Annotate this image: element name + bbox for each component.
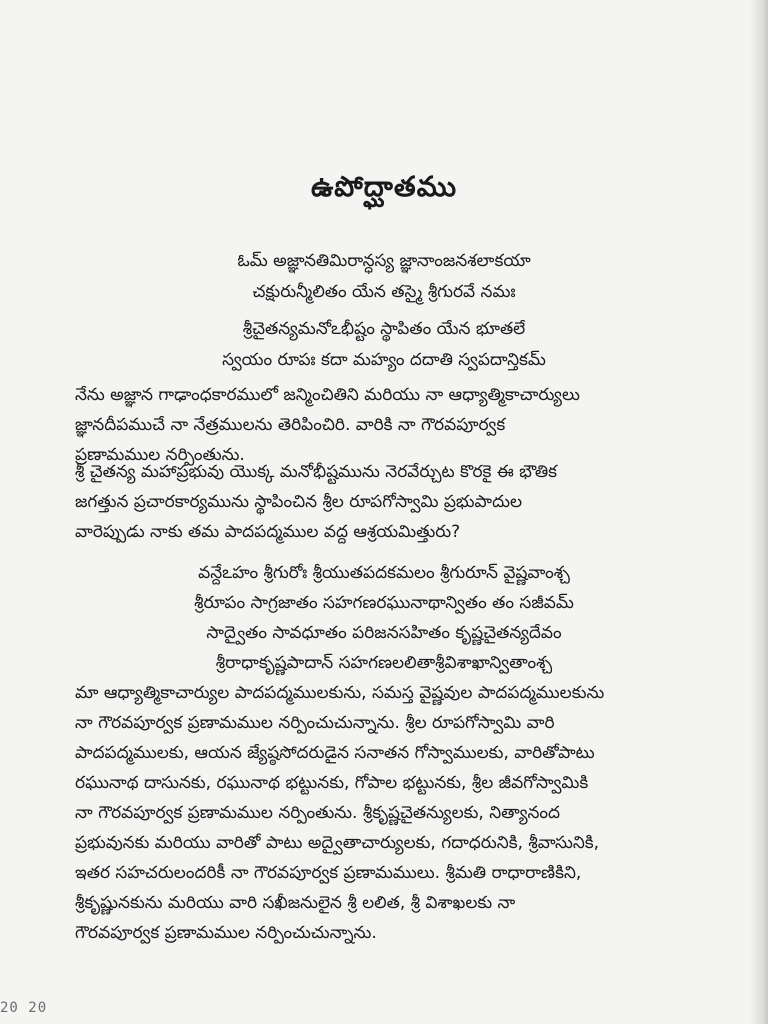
verse-line: ఓమ్ అజ్ఞానతిమిరాన్ధస్య జ్ఞానాంజనశలాకయా xyxy=(237,251,531,271)
verse-line: సాద్వైతం సావధూతం పరిజనసహితం కృష్ణచైతన్యదేవం xyxy=(206,623,562,643)
verse-line: శ్రీరూపం సాగ్రజాతం సహగణరఘునాథాన్వితం తం సజీవమ్ xyxy=(194,593,574,613)
paragraph-line: రఘునాథ దాసునకు, రఘునాథ భట్టునకు, గోపాల భట్టునకు, శ్రీల జీవగోస్వామికి xyxy=(75,773,589,793)
page-edge-shadow xyxy=(750,0,768,1024)
paragraph-line: జగత్తున ప్రచారకార్యమును స్థాపించిన శ్రీల రూపగోస్వామి ప్రభుపాదుల xyxy=(75,492,523,512)
invocation-verse-1 xyxy=(0,246,768,308)
paragraph-line: పాదపద్మములకు, ఆయన జ్యేష్ఠసోదరుడైన సనాతన గోస్వాములకు, వారితోపాటు xyxy=(75,743,595,763)
page-title: ఉపోద్ఘాతము xyxy=(310,170,458,203)
paragraph-line: ఇతర సహచరులందరికీ నా గౌరవపూర్వక ప్రణామములు. శ్రీమతి రాధారాణికిని, xyxy=(75,863,582,883)
paragraph-line: గౌరవపూర్వక ప్రణామముల నర్పించుచున్నాను. xyxy=(75,923,377,943)
invocation-verse-2 xyxy=(0,314,768,376)
paragraph-2 xyxy=(75,457,695,547)
paragraph-line: వారెప్పుడు నాకు తమ పాదపద్మముల వద్ద ఆశ్రయమిత్తురు? xyxy=(75,522,461,542)
invocation-verse-3 xyxy=(0,558,768,678)
verse-line: వన్దేఽహం శ్రీగురోః శ్రీయుతపదకమలం శ్రీగురూన్ వైష్ణవాంశ్చ xyxy=(198,563,570,583)
paragraph-line: జ్ఞానదీపముచే నా నేత్రములను తెరిపించిరి. వారికి నా గౌరవపూర్వక xyxy=(75,415,506,435)
paragraph-line: నేను అజ్ఞాన గాఢాంధకారములో జన్మించితిని మరియు నా ఆధ్యాత్మికాచార్యులు xyxy=(75,385,580,405)
scan-timestamp-mark: 20 20 xyxy=(0,1000,48,1016)
verse-line: చక్షురున్మీలితం యేన తస్మై శ్రీగురవే నమః xyxy=(252,282,516,302)
verse-line: శ్రీచైతన్యమనోఽభీష్టం స్థాపితం యేన భూతలే xyxy=(242,319,526,339)
paragraph-line: ప్రణామముల నర్పింతును. xyxy=(75,445,245,465)
paragraph-line: శ్రీ చైతన్య మహాప్రభువు యొక్క మనోభీష్టమును నెరవేర్చుట కొరకై ఈ భౌతిక xyxy=(75,462,558,482)
paragraph-line: నా గౌరవపూర్వక ప్రణామముల నర్పించుచున్నాను. శ్రీల రూపగోస్వామి వారి xyxy=(75,713,555,733)
verse-line: శ్రీరాధాకృష్ణపాదాన్ సహగణలలితాశ్రీవిశాఖాన్వితాంశ్చ xyxy=(215,653,553,673)
paragraph-line: శ్రీకృష్ణునకును మరియు వారి సఖీజనులైన శ్రీ లలిత, శ్రీ విశాఖలకు నా xyxy=(75,893,516,913)
verse-line: స్వయం రూపః కదా మహ్యం దదాతి స్వపదాన్తికమ్ xyxy=(222,350,546,370)
paragraph-3 xyxy=(75,678,695,948)
paragraph-line: నా గౌరవపూర్వక ప్రణామముల నర్పింతును. శ్రీకృష్ణచైతన్యులకు, నిత్యానంద xyxy=(75,803,561,823)
paragraph-line: ప్రభువునకు మరియు వారితో పాటు అద్వైతాచార్యులకు, గదాధరునికి, శ్రీవాసునికి, xyxy=(75,833,600,853)
paragraph-line: మా ఆధ్యాత్మికాచార్యుల పాదపద్మములకును, సమస్త వైష్ణవుల పాదపద్మములకును xyxy=(75,683,605,703)
